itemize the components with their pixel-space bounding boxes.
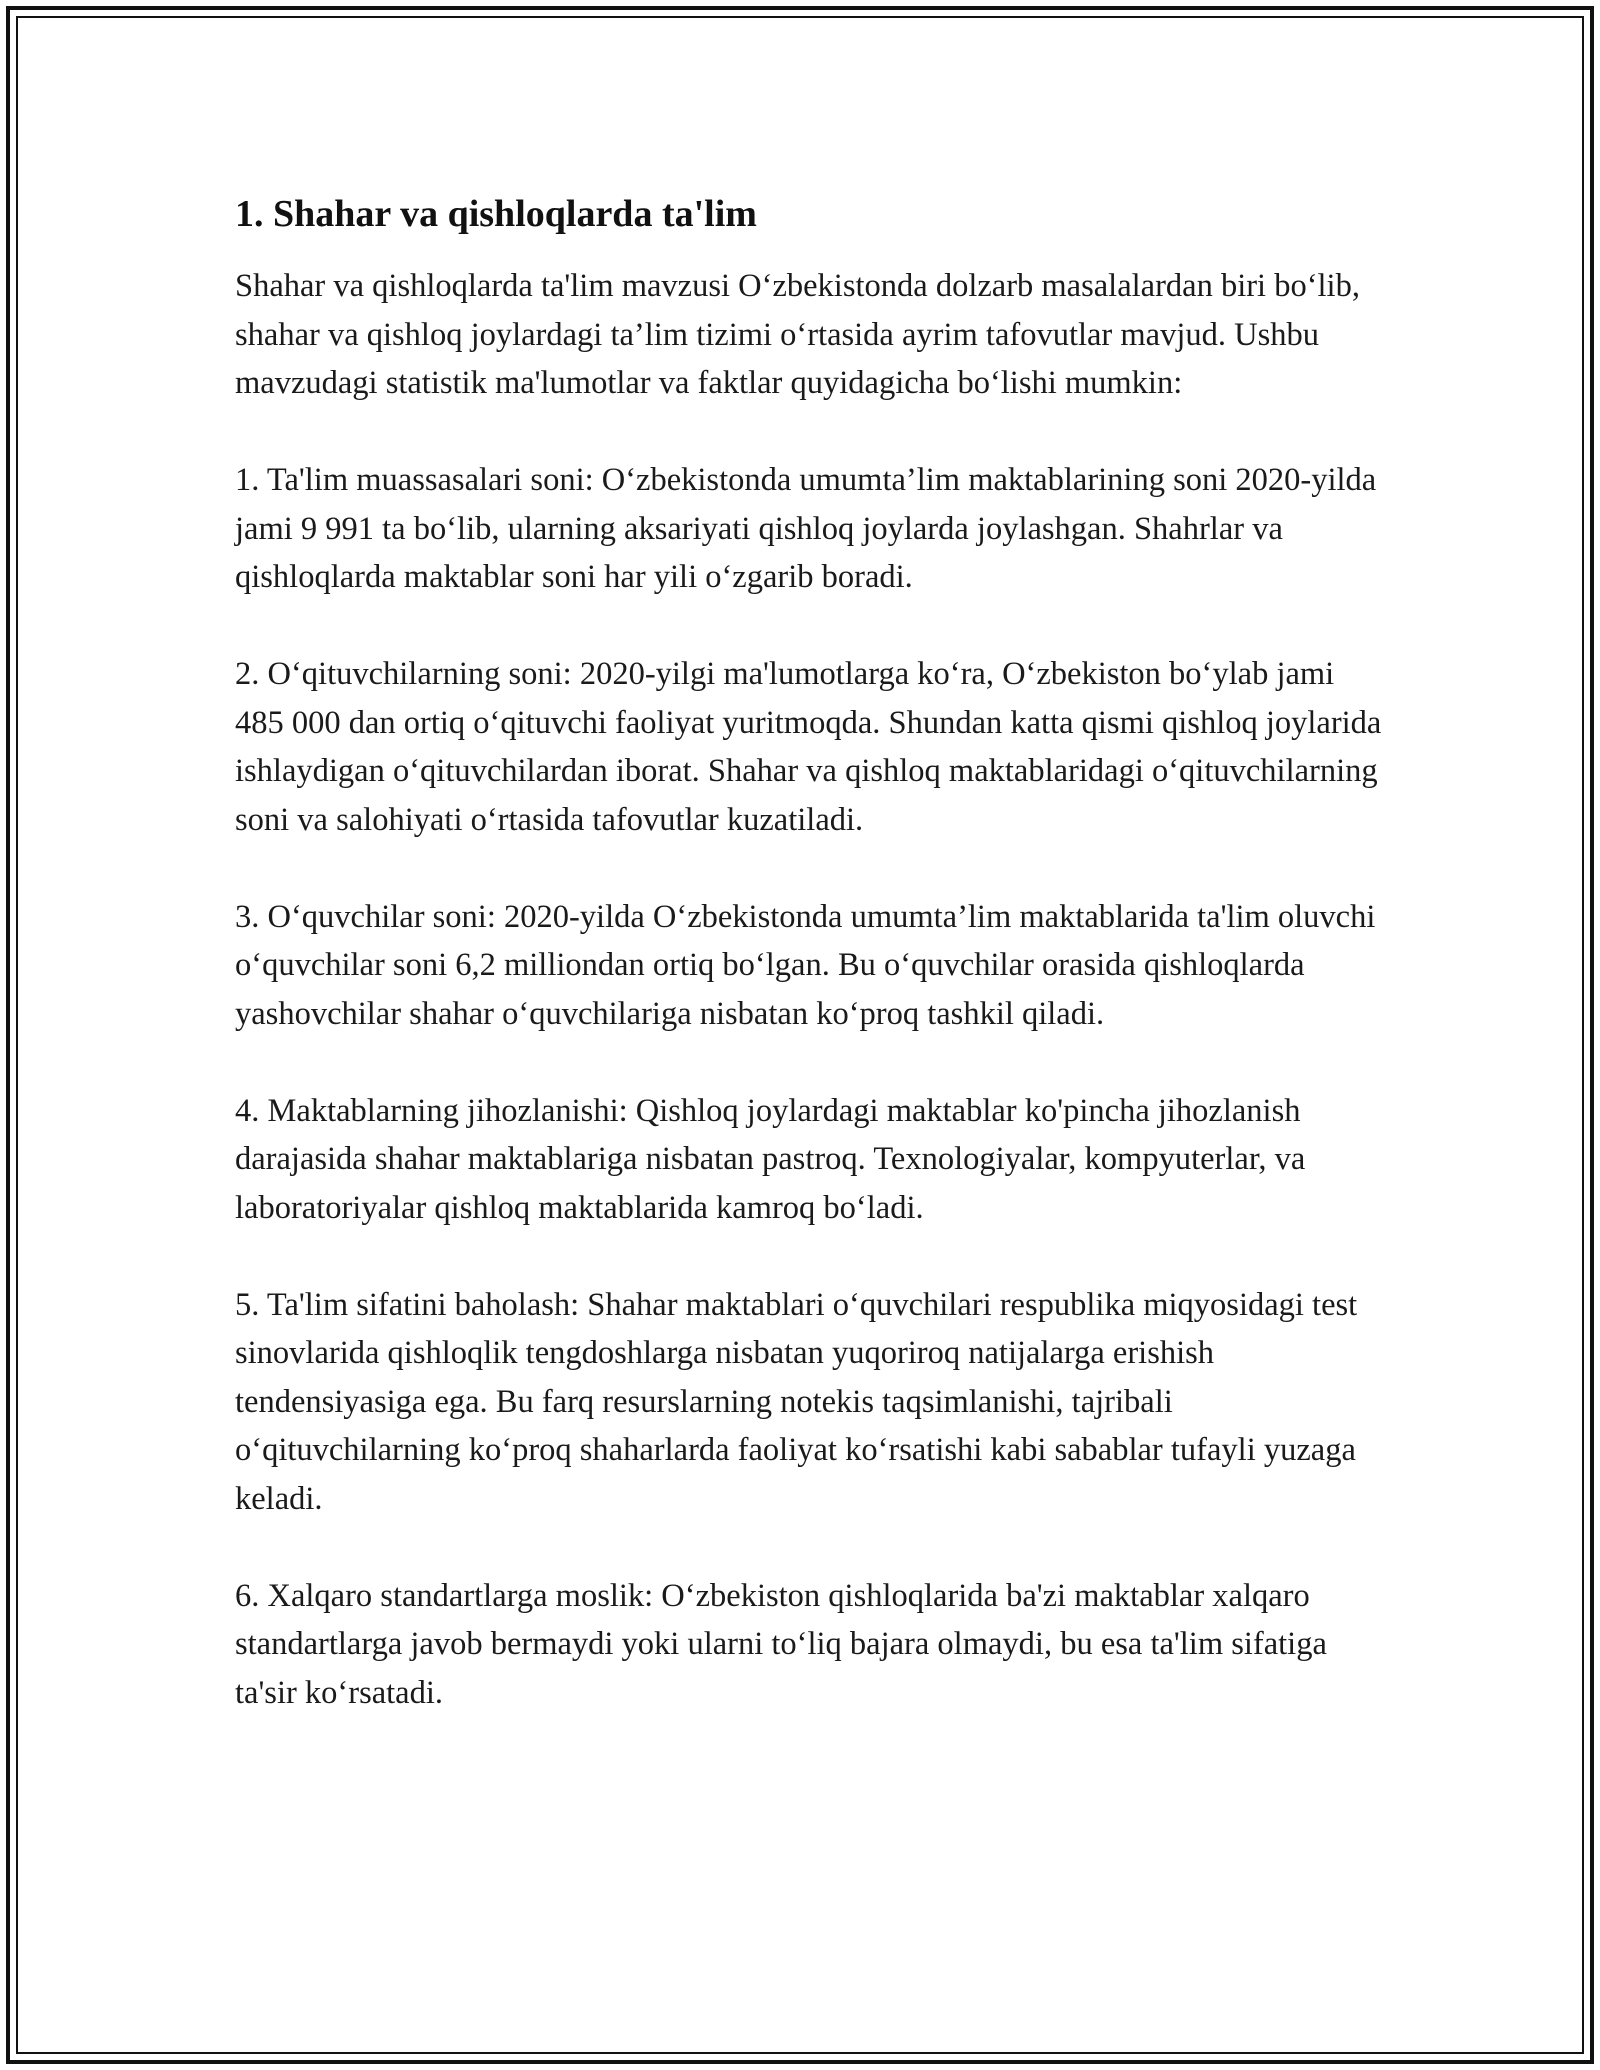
point-6-paragraph: 6. Xalqaro standartlarga moslik: O‘zbekiston qishloqlarida ba'zi maktablar xalqaro standartlarga javob bermaydi yoki ularni to‘liq bajara olmaydi, bu esa ta'lim sifatiga ta'sir ko‘rsatadi.	[235, 1577, 1327, 1711]
intro-paragraph: Shahar va qishloqlarda ta'lim mavzusi O‘zbekistonda dolzarb masalalardan biri bo‘lib, shahar va qishloq joylardagi ta’lim tizimi o‘rtasida ayrim tafovutlar mavjud. Ushbu mavzudagi statistik ma'lumotlar va faktlar quyidagicha bo‘lishi mumkin:	[235, 268, 1360, 401]
section-heading: 1. Shahar va qishloqlarda ta'lim	[235, 193, 757, 235]
point-4-paragraph: 4. Maktablarning jihozlanishi: Qishloq joylardagi maktablar ko'pincha jihozlanish darajasida shahar maktablariga nisbatan pastroq. Texnologiyalar, kompyuterlar, va laboratoriyalar qishloq maktablarida kamroq bo‘ladi.	[235, 1092, 1306, 1226]
point-1-paragraph: 1. Ta'lim muassasalari soni: O‘zbekistonda umumta’lim maktablarining soni 2020-yilda jami 9 991 ta bo‘lib, ularning aksariyati qishloq joylarda joylashgan. Shahrlar va qishloqlarda maktablar soni har yili o‘zgarib boradi.	[235, 462, 1377, 595]
point-2-paragraph: 2. O‘qituvchilarning soni: 2020-yilgi ma'lumotlarga ko‘ra, O‘zbekiston bo‘ylab jami 485 000 dan ortiq o‘qituvchi faoliyat yuritmoqda. Shundan katta qismi qishloq joylarida ishlaydigan o‘qituvchilardan iborat. Shahar va qishloq maktablaridagi o‘qituvchilarning soni va salohiyati o‘rtasida tafovutlar kuzatiladi.	[235, 656, 1382, 838]
point-3-paragraph: 3. O‘quvchilar soni: 2020-yilda O‘zbekistonda umumta’lim maktablarida ta'lim oluvchi o‘quvchilar soni 6,2 milliondan ortiq bo‘lgan. Bu o‘quvchilar orasida qishloqlarda yashovchilar shahar o‘quvchilariga nisbatan ko‘proq tashkil qiladi.	[235, 898, 1376, 1032]
document-body	[235, 190, 1385, 1717]
point-5-paragraph: 5. Ta'lim sifatini baholash: Shahar maktablari o‘quvchilari respublika miqyosidagi test sinovlarida qishloqlik tengdoshlarga nisbatan yuqoriroq natijalarga erishish tendensiyasiga ega. Bu farq resurslarning notekis taqsimlanishi, tajribali o‘qituvchilarning ko‘proq shaharlarda faoliyat ko‘rsatishi kabi sabablar tufayli yuzaga keladi.	[235, 1286, 1358, 1517]
